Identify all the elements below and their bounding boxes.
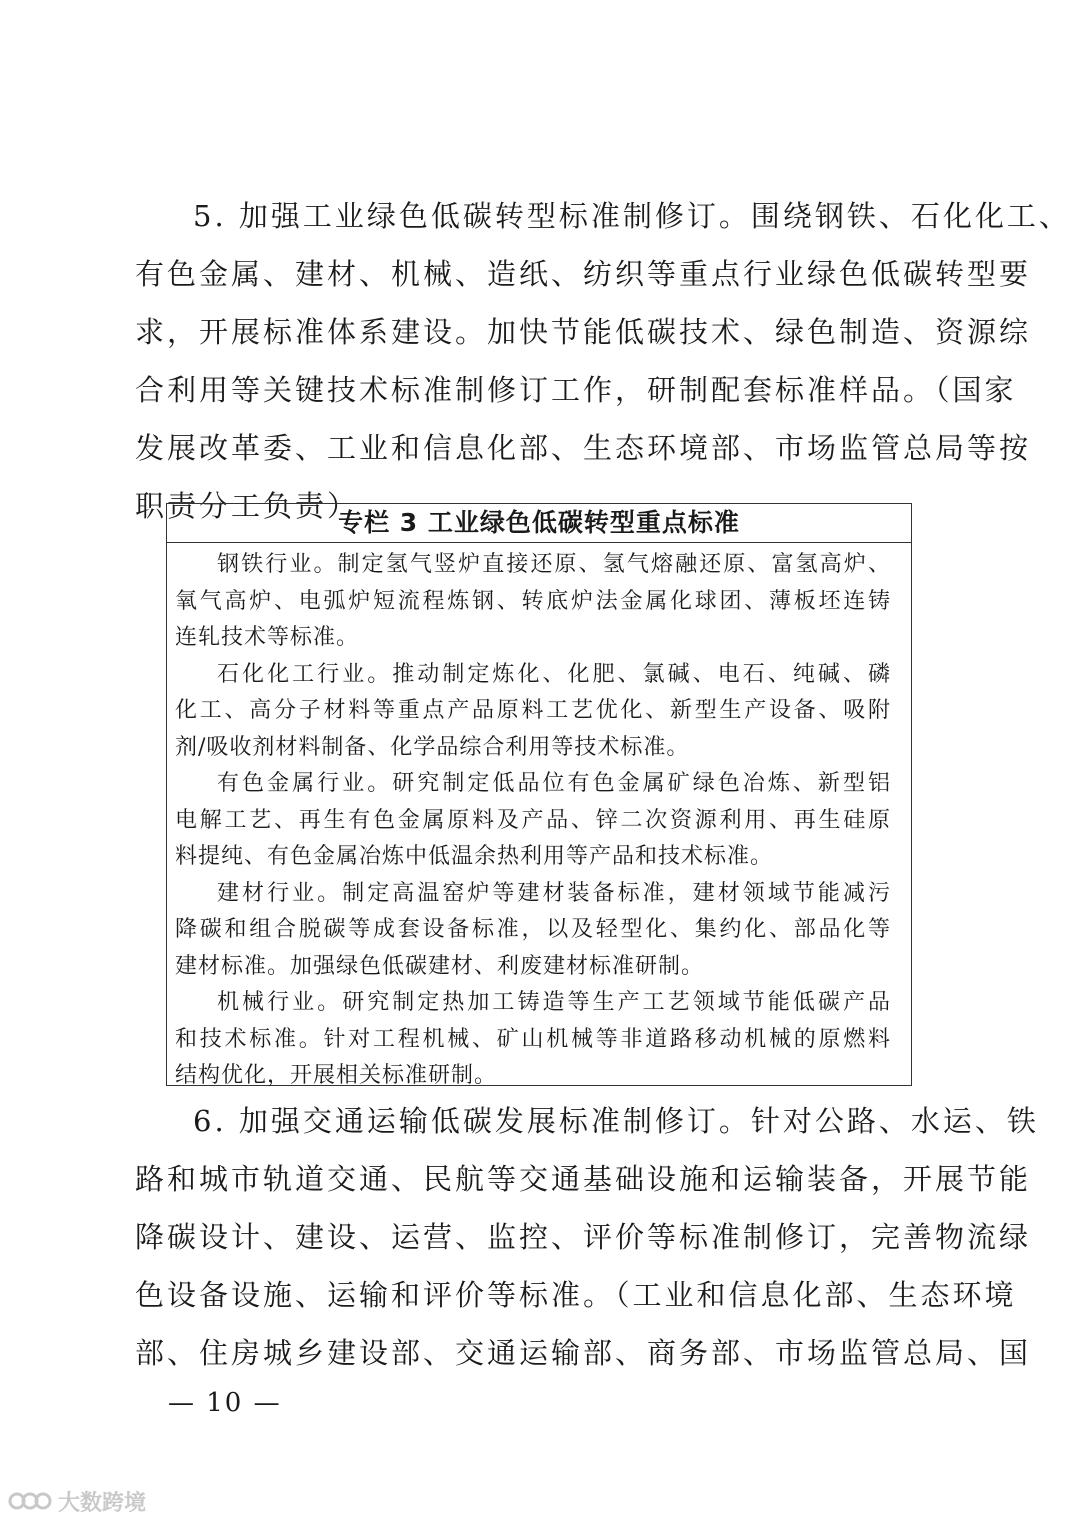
box-paragraph-machinery — [175, 985, 891, 1095]
box-line: 和技术标准。针对工程机械、矿山机械等非道路移动机械的原燃料 — [175, 1026, 891, 1052]
box-line: 化工、高分子材料等重点产品原料工艺优化、新型生产设备、吸附 — [175, 698, 891, 723]
column-box — [166, 503, 912, 1086]
paragraph-line: 发展改革委、工业和信息化部、生态环境部、市场监管总局等按 — [135, 431, 1032, 465]
paragraph-line: 路和城市轨道交通、民航等交通基础设施和运输装备，开展节能 — [135, 1162, 1032, 1196]
box-paragraph-petrochemical — [175, 657, 891, 767]
box-line: 建材标准。加强绿色低碳建材、利废建材标准研制。 — [175, 953, 705, 979]
watermark-text: 大数跨境 — [58, 1490, 147, 1516]
box-line: 氧气高炉、电弧炉短流程炼钢、转底炉法金属化球团、薄板坯连铸 — [175, 588, 891, 614]
watermark — [8, 1486, 146, 1516]
paragraph-line: 5. 加强工业绿色低碳转型标准制修订。围绕钢铁、石化化工、 — [193, 199, 1071, 233]
box-paragraph-building-materials — [175, 876, 891, 986]
box-line: 有色金属行业。研究制定低品位有色金属矿绿色冶炼、新型铝 — [217, 771, 891, 796]
paragraph-line: 求，开展标准体系建设。加快节能低碳技术、绿色制造、资源综 — [135, 315, 1032, 349]
paragraph-line: 有色金属、建材、机械、造纸、纺织等重点行业绿色低碳转型要 — [135, 257, 1032, 291]
box-line: 降碳和组合脱碳等成套设备标准，以及轻型化、集约化、部品化等 — [175, 917, 891, 942]
paragraph-5 — [135, 187, 1071, 535]
paragraph-line: 6. 加强交通运输低碳发展标准制修订。针对公路、水运、铁 — [193, 1104, 1039, 1138]
page-number: — 10 — — [168, 1388, 282, 1418]
box-line: 钢铁行业。制定氢气竖炉直接还原、氢气熔融还原、富氢高炉、 — [217, 552, 891, 577]
paragraph-6 — [135, 1092, 1039, 1382]
paragraph-line: 部、住房城乡建设部、交通运输部、商务部、市场监管总局、国 — [135, 1336, 1032, 1370]
box-line: 建材行业。制定高温窑炉等建材装备标准，建材领域节能减污 — [217, 880, 891, 906]
box-line: 机械行业。研究制定热加工铸造等生产工艺领域节能低碳产品 — [217, 990, 891, 1015]
box-line: 电解工艺、再生有色金属原料及产品、锌二次资源利用、再生硅原 — [175, 807, 891, 833]
paragraph-line: 职责分工负责） — [135, 489, 360, 523]
paragraph-line: 色设备设施、运输和评价等标准。（工业和信息化部、生态环境 — [135, 1278, 1017, 1312]
paragraph-line: 合利用等关键技术标准制修订工作，研制配套标准样品。（国家 — [135, 373, 1017, 407]
box-line: 料提纯、有色金属冶炼中低温余热利用等产品和技术标准。 — [175, 844, 774, 869]
paragraph-line: 降碳设计、建设、运营、监控、评价等标准制修订，完善物流绿 — [135, 1220, 1032, 1254]
column-box-title: 专栏 3 工业绿色低碳转型重点标准 — [167, 504, 911, 543]
box-paragraph-nonferrous — [175, 766, 891, 876]
box-line: 石化化工行业。推动制定炼化、化肥、氯碱、电石、纯碱、磷 — [217, 661, 891, 687]
box-line: 剂/吸收剂材料制备、化学品综合利用等技术标准。 — [175, 734, 690, 760]
box-line: 连轧技术等标准。 — [175, 625, 360, 650]
box-line: 结构优化，开展相关标准研制。 — [175, 1063, 498, 1088]
box-paragraph-steel — [175, 547, 891, 657]
brand-logo-icon — [8, 1489, 54, 1513]
column-box-body — [167, 543, 911, 1095]
